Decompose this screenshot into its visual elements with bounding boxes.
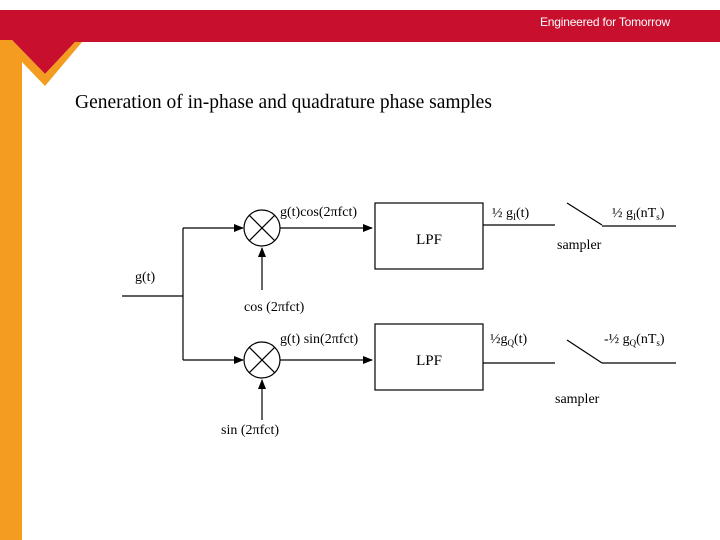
upper-sampled-output-label: ½ $g_I(nT_s)$ [612, 206, 665, 222]
upper-multiplier-output-label: g(t)cos(2πfct) [280, 205, 358, 220]
upper-sampler-switch [567, 203, 602, 225]
lower-carrier-label: sin (2πfct) [221, 423, 279, 438]
lower-multiplier-output-label: g(t) sin(2πfct) [280, 332, 359, 347]
upper-lpf-label: LPF [416, 232, 442, 248]
upper-filter-output-label: ½ $g_I(t)$ [492, 206, 530, 222]
lower-lpf-label: LPF [416, 353, 442, 369]
slide-title: Generation of in-phase and quadrature phase samples [75, 92, 492, 113]
lower-sampler-label: sampler [555, 392, 600, 407]
lower-filter-output-label: $\frac{1}{2}g_Q(t)$ [490, 332, 528, 348]
header-tagline: Engineered for Tomorrow [540, 15, 670, 29]
upper-carrier-label: cos (2πfct) [244, 300, 305, 315]
lower-sampled-output-label: -½ $g_Q(nT_s)$ [604, 332, 665, 348]
lower-sampler-switch [567, 340, 602, 363]
upper-sampler-label: sampler [557, 238, 602, 253]
input-label: g(t) [135, 270, 156, 285]
